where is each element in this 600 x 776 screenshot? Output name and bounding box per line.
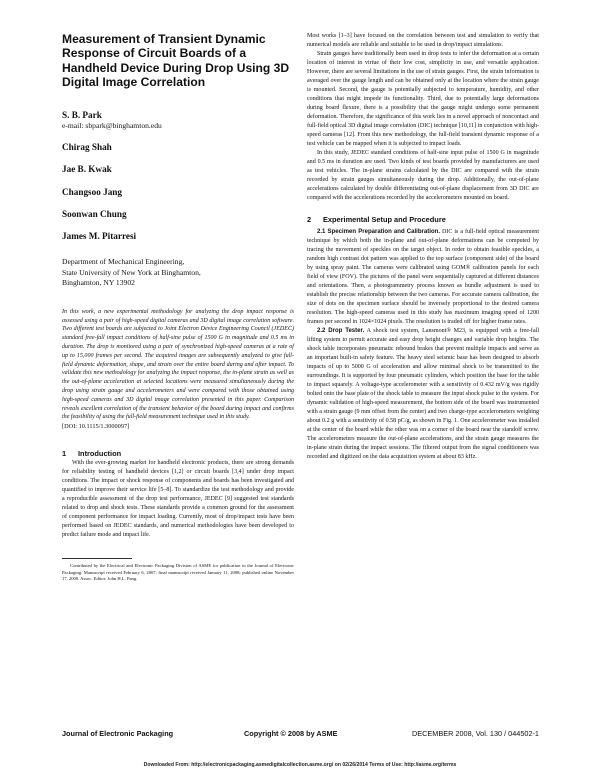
section-heading-introduction — [62, 449, 294, 459]
paper-title: Measurement of Transient Dynamic Response of Circuit Boards of a Handheld Device During Drop Using 3D Digital Image Correlation — [62, 32, 290, 90]
download-notice: Downloaded From: http://electronicpackaging.asmedigitalcollection.asme.org/ on 02/26/2014 Terms of Use: http://asme.org/terms — [143, 762, 457, 768]
author-name: James M. Pitarresi — [62, 231, 137, 242]
paragraph: In this study, JEDEC standard conditions of half-sine input pulse of 1500 G in magnitude and 0.5 ms in duration are used. Two kinds of test boards provided by manufacturers are used as test vehicles. The in-plane strains calculated by the DIC are compared with the strain recorded by strain gauges simultaneously during the drop. Additionally, the out-of-plane accelerations calculated by double differentiating out-of-plane displacement from 3D DIC are compared with the accelerations recorded by the accelerometers mounted on board. — [307, 150, 539, 201]
section-number: 2 — [307, 215, 312, 224]
paragraph — [307, 228, 539, 327]
introduction-body — [62, 459, 294, 540]
footnote: Contributed by the Electrical and Electronic Packaging Division of ASME for publication in the Journal of Electronic Packaging. Manuscript received February 6, 2007; final manuscript received January 11, 2008; published online November 17, 2008. Assoc. Editor: John H.L. Pang. — [62, 563, 294, 582]
paragraph: Strain gauges have traditionally been used in drop tests to infer the deformation at a certain location of interest in virtue of their low cost, simplicity in use, and versatile application. However, there are several limitations in the use of strain gauges. First, the strain information is averaged over the gauge length and can be obtained only at the location where the strain gauge is mounted. Second, the gauge is potentially subjected to temperature, humidity, and other conditions that might impede its functionality. Third, due to potentially large deformations during board flexure, there is a possibility that the gauge might undergo some permanent deformation. Therefore, the significance of this work lies in a novel approach of noncontact and full-field optical 3D digital image correlation (DIC) technique [10,11] in conjunction with high-speed cameras [12]. From this new methodology, the full-field transient dynamic response of a test vehicle can be mapped when it is subjected to impact loads. — [307, 51, 540, 147]
subsection-heading: 2.1 Specimen Preparation and Calibration. — [317, 229, 441, 235]
section-title: Experimental Setup and Procedure — [323, 215, 446, 224]
page-footer — [62, 728, 539, 740]
footnote-divider — [62, 558, 132, 559]
subsection-heading: 2.2 Drop Tester. — [317, 328, 365, 334]
author-name: Chirag Shah — [62, 141, 112, 152]
author-name: Soonwan Chung — [62, 208, 127, 219]
section-title: Introduction — [78, 449, 122, 459]
author-name: Jae B. Kwak — [62, 164, 112, 175]
paragraph: With the ever-growing market for handheld electronic products, there are strong demands for reliability testing of handheld devices [1,2] or circuit boards [3,4] under drop impact conditions. The impact or shock response of components and boards has been investigated and quantified to improve their service life [5–8]. To standardize the test methodology and provide a reproducible assessment of the drop test performance, JEDEC [9] suggested test standards related to drop and shock tests. These standards provide a common ground for the assessment of component performance for impact loading. Currently, most of drop/impact tests have been performed based on JEDEC standards, and numerical methodologies have been developed to predict failure mode and impact life. — [62, 460, 294, 539]
doi[interactable]: [DOI: 10.1115/1.3000097] — [62, 423, 130, 431]
section-heading-experimental — [307, 215, 539, 225]
author-name: S. B. Park — [62, 109, 102, 120]
right-column — [307, 32, 539, 462]
section-number: 1 — [62, 449, 67, 459]
author-list — [62, 110, 294, 242]
abstract — [62, 308, 294, 431]
affiliation-line: State University of New York at Binghamton, — [62, 267, 201, 277]
copyright: Copyright © 2008 by ASME — [244, 729, 338, 738]
affiliation-line: Binghamton, NY 13902 — [62, 278, 135, 288]
paragraph-text: DIC is a full-field optical measurement technique by which both the in-plane and out-of-plane deformations can be computed by tracing the movement of speckles on the target object. In order to obtain feasible speckles, a random high contrast dot pattern was applied to the top surface (component side) of the board by using spray paint. The cameras were calibrated using GOM® calibration panels for each field of view (FOV). The pictures of the panel were sequentially captured at different distances and orientations. Then, a photogrammetry process known as bundle adjustment is used to establish the precise relationship between the two cameras. For accurate camera calibration, the size of dots on the specimen surface should be inversely proportional to the desired camera resolution. The high-speed cameras used in this study has maximum imaging speed of 1200 frames per second in 1024×1024 pixels. The resolution is traded off for higher frame rates. — [307, 229, 540, 325]
author-name: Changsoo Jang — [62, 186, 122, 197]
paragraph: Most works [1–3] have focused on the correlation between test and simulation to verify that numerical models are reliable and suitable to be used in drop/impact simulations. — [307, 33, 539, 48]
abstract-text: In this work, a new experimental methodology for analyzing the drop impact response is assessed using a pair of high-speed digital cameras and 3D digital image correlation software. Two different test boards are subjected to Joint Electron Device Engineering Council (JEDEC) standard free-fall impact conditions of half-sine pulse of 1500 G in magnitude and 0.5 ms in duration. The drop is monitored using a pair of synchronized high-speed cameras at a rate of up to 15,000 frames per second. The acquired images are subsequently analyzed to give full-field dynamic deformation, shape, and strain over the entire board during and after impact. To validate this new methodology for analyzing the impact response, the in-plane strain as well as the out-of-plane acceleration at selected locations were measured simultaneously during the drop using strain gauge and accelerometers and were compared with those obtained using high-speed cameras and 3D digital image correlation presented in this paper. Comparison reveals excellent correlation of the transient behavior of the board during impact and confirms the feasibility of using the full-field measurement technique used in this study. — [62, 308, 294, 421]
affiliation — [62, 257, 294, 289]
paragraph — [307, 327, 539, 462]
left-column — [62, 32, 294, 583]
paragraph-text: A shock test system, Lansmont® M23, is equipped with a free-fall lifting system to permit accurate and easy drop height changes and variable drop heights. The shock table incorporates pneumatic rebound brakes that prevent multiple impacts and serve as an important built-in safety feature. The heavy steel seismic base has been designed to absorb impacts of up to 5000 G of acceleration and allow minimal shock to be transmitted to the surroundings. It is supported by four pneumatic cylinders, which position the base for the table to impact squarely. A voltage-type accelerometer with a sensitivity of 0.432 mV/g was rigidly bolted onto the base plate of the shock table to measure the input shock pulse to the system. For dynamic validation of high-speed measurement, the bottom side of the board was instrumented with a strain gauge (9 mm offset from the center) and two charge-type accelerometers weighing about 0.2 g with a sensitivity of 0.58 pC/g, as shown in Fig. 1. One accelerometer was installed at the center of the board while the other was on a corner of the board near the standoff screw. The accelerometers measure the out-of-plane accelerations, and the strain gauge measures the in-plane strain during the impact sessions. The filtered output from the signal conditioners was recorded and digitized on the data acquisition system at about 83 kHz. — [307, 328, 539, 460]
issue-info: DECEMBER 2008, Vol. 130 / 044502-1 — [412, 729, 539, 738]
affiliation-line: Department of Mechanical Engineering, — [62, 257, 185, 267]
author-email[interactable]: e-mail: sbpark@binghamton.edu — [62, 120, 162, 130]
journal-name: Journal of Electronic Packaging — [62, 729, 174, 738]
